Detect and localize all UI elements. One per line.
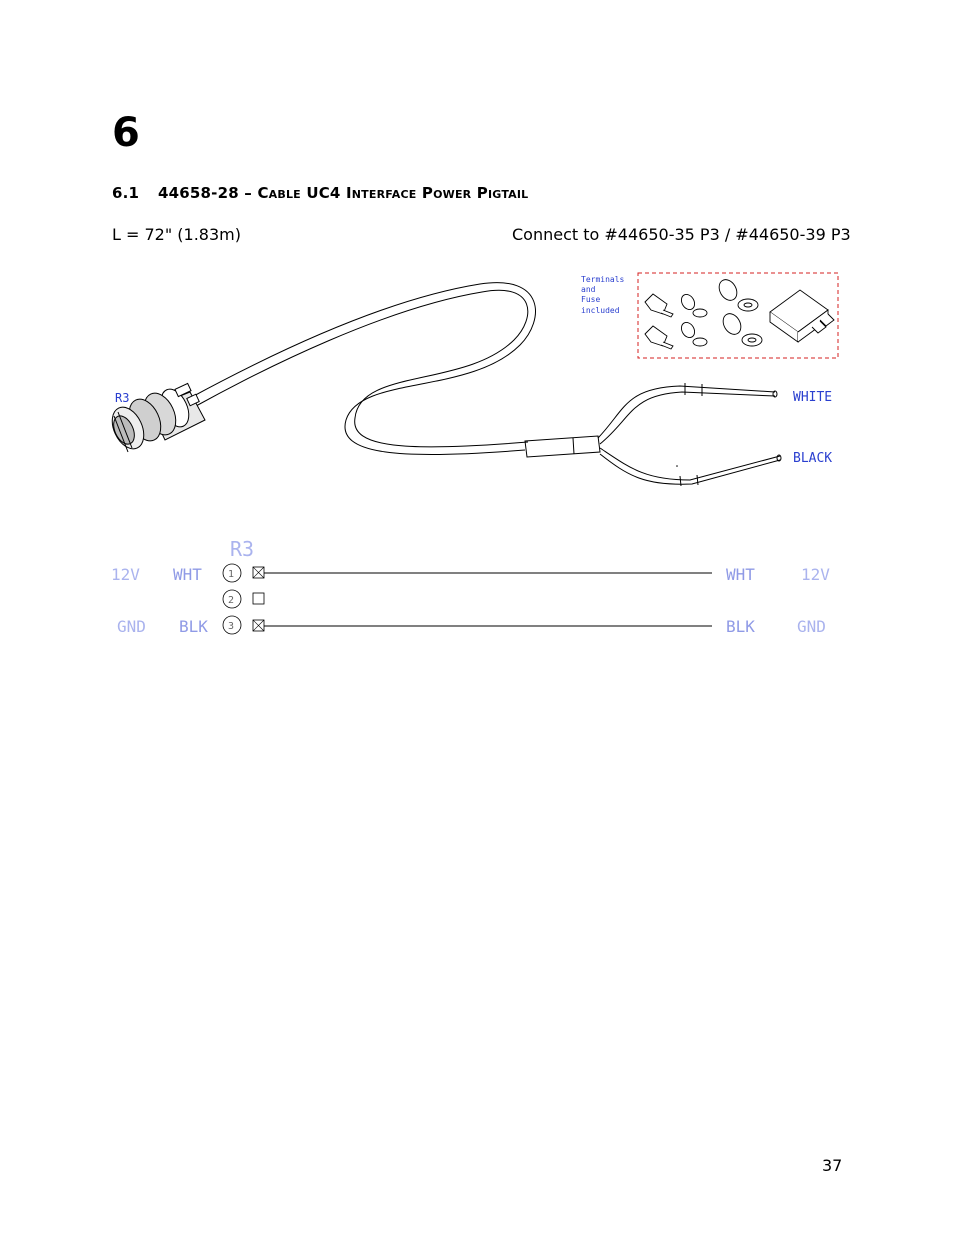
schematic-connector-label: R3 bbox=[230, 537, 255, 561]
black-wire-label: BLACK bbox=[793, 451, 833, 466]
section-title-word-4: Power bbox=[421, 184, 472, 202]
svg-text:included: included bbox=[581, 306, 620, 315]
chapter-number: 6 bbox=[112, 110, 140, 156]
pin1-right-signal: 12V bbox=[801, 565, 830, 584]
svg-text:Fuse: Fuse bbox=[581, 295, 601, 304]
pin3-right-wire: BLK bbox=[726, 617, 755, 636]
connect-to-note: Connect to #44650-35 P3 / #44650-39 P3 bbox=[512, 225, 851, 244]
cable-length: L = 72" (1.83m) bbox=[112, 225, 241, 244]
svg-text:Terminals: Terminals bbox=[581, 275, 625, 284]
pin2-number: 2 bbox=[228, 595, 235, 606]
pin3-left-signal: GND bbox=[117, 617, 146, 636]
section-title-prefix: 44658-28 – bbox=[158, 184, 258, 202]
pin1-left-signal: 12V bbox=[111, 565, 140, 584]
pin3-right-signal: GND bbox=[797, 617, 826, 636]
r3-label: R3 bbox=[115, 391, 130, 405]
pin3-left-wire: BLK bbox=[179, 617, 208, 636]
section-title-word-1: Cable bbox=[257, 184, 301, 202]
section-title-word-2: UC4 bbox=[306, 184, 341, 202]
pin1-right-wire: WHT bbox=[726, 565, 755, 584]
pin3-number: 3 bbox=[228, 621, 235, 632]
section-title-word-5: Pigtail bbox=[476, 184, 529, 202]
page-number: 37 bbox=[822, 1156, 843, 1175]
white-wire-label: WHITE bbox=[793, 390, 833, 405]
svg-text:and: and bbox=[581, 285, 596, 294]
pin1-left-wire: WHT bbox=[173, 565, 202, 584]
section-number: 6.1 bbox=[112, 184, 140, 202]
pin2-box bbox=[253, 593, 264, 604]
section-title-word-3: Interface bbox=[346, 184, 417, 202]
pin1-number: 1 bbox=[228, 569, 235, 580]
